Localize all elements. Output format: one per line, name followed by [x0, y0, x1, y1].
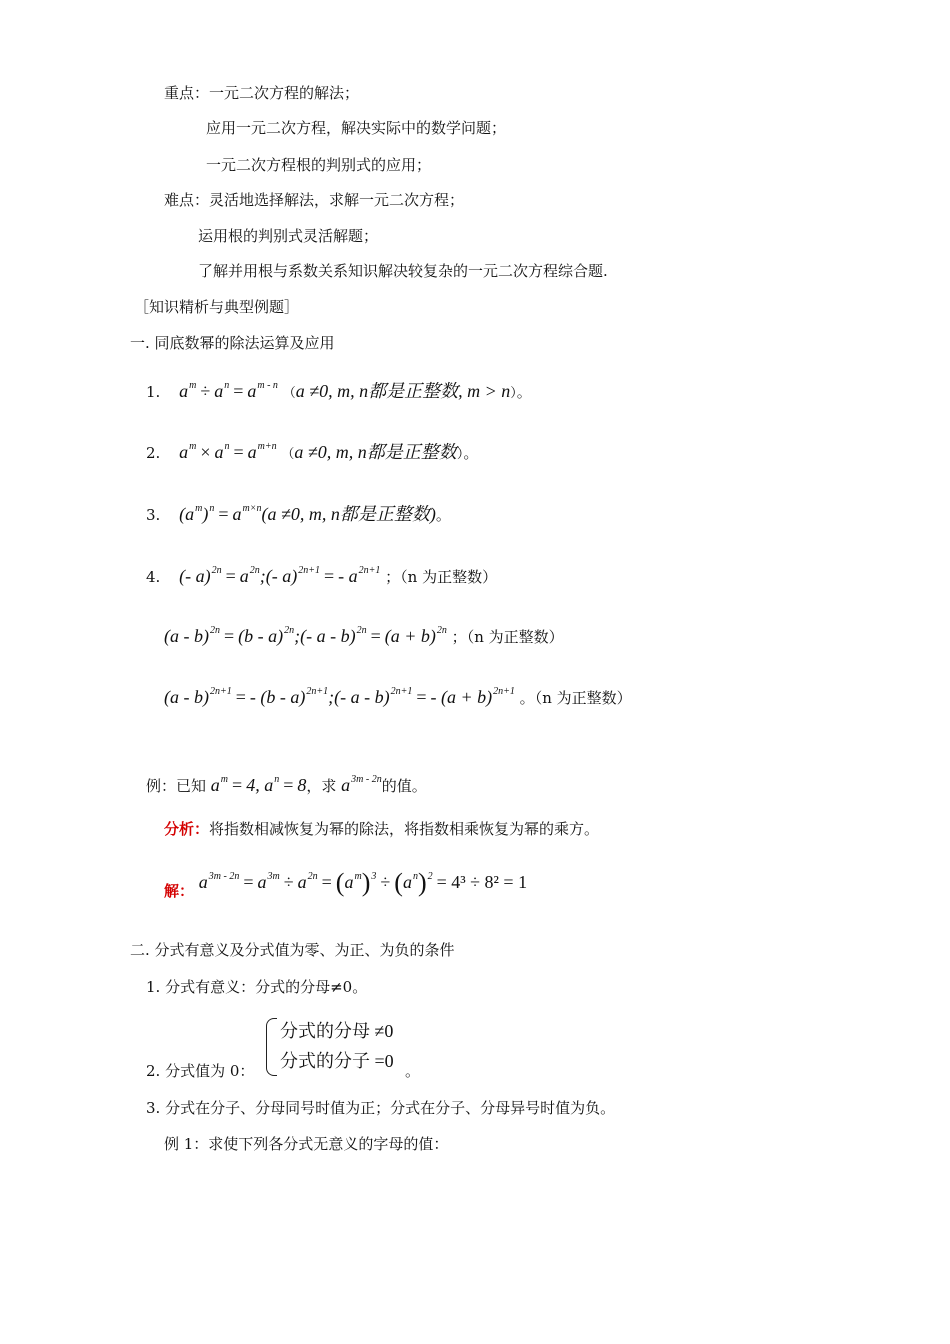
formula-2-num: 2.	[146, 444, 161, 462]
analysis-text: 将指数相减恢复为幂的除法，将指数相乘恢复为幂的乘方。	[209, 820, 600, 838]
formula-4c: (a - b)$^{2n+1}$ = - (b - a)$^{2n+1}$;(- a - b)$^{2n+1}$ = - $(a + b)^{2n+1}$ 。（n 为正整数）	[164, 686, 632, 707]
condition-2: 分式的分子 =0	[280, 1051, 394, 1071]
formula-3: 3. $(a^m)^n = a^{m\times n}(a \ne 0$, m, n都是正整数)。	[146, 503, 451, 524]
formula-4c-note: （n 为正整数）	[534, 689, 632, 707]
solution-line: 解： $a^{3m - 2n} = a^{3m} \div a^{2n} = (a^m)^3 \div (a^n)^2 = 4^3 \div 8^2 = 1$	[164, 868, 528, 900]
formula-2: 2. $a^m \times a^n = a^{m+n}$ （a ≠0, m, n都是正整数）。	[146, 441, 479, 462]
solution-result: = 4³ ÷ 8² = 1	[436, 872, 528, 892]
difficulty-item-2: 运用根的判别式灵活解题；	[198, 227, 379, 245]
difficulty-label: 难点：	[164, 191, 210, 209]
section2-example1: 例 1：求使下列各分式无意义的字母的值：	[164, 1135, 449, 1153]
formula-4-num: 4.	[146, 568, 161, 586]
example-prefix: 例：已知	[146, 777, 207, 795]
solution-label: 解：	[164, 882, 195, 900]
formula-3-num: 3.	[146, 506, 161, 524]
analysis-line	[164, 822, 599, 837]
section2-title: 二. 分式有意义及分式值为零、为正、为负的条件	[130, 941, 455, 959]
condition-1: 分式的分母 ≠0	[280, 1021, 394, 1041]
focus-line-1	[164, 86, 359, 101]
section-header: ［知识精析与典型例题］	[134, 298, 300, 316]
formula-1-cond: a ≠0, m, n都是正整数, m > n	[295, 381, 511, 401]
period: 。	[405, 1062, 421, 1080]
section1-title: 一. 同底数幂的除法运算及应用	[130, 334, 335, 352]
analysis-label: 分析：	[164, 820, 210, 838]
section2-item2: 2. 分式值为 0：	[146, 1062, 255, 1080]
focus-item-2: 应用一元二次方程，解决实际中的数学问题；	[206, 119, 507, 137]
difficulty-line-1	[164, 193, 464, 208]
section2-item1: 1. 分式有意义：分式的分母≠0。	[146, 978, 368, 996]
formula-4b-note: （n 为正整数）	[466, 628, 564, 646]
focus-label: 重点：	[164, 84, 210, 102]
formula-2-cond: a ≠0, m, n都是正整数	[294, 442, 457, 462]
formula-4b: (a - b)$^{2n}$ = (b - a)$^{2n}$;(- $a - b)^{2n} = (a + b)^{2n}$ ；（n 为正整数）	[164, 625, 564, 646]
example-line: 例：已知 $a^m = 4$, $a^n = 8$，求 $a^{3m - 2n}$的值。	[146, 774, 427, 795]
condition-brace	[266, 1018, 277, 1076]
formula-4-note: （n 为正整数）	[400, 568, 498, 586]
difficulty-item-1: 灵活地选择解法，求解一元二次方程；	[209, 191, 465, 209]
formula-1-num: 1.	[146, 383, 161, 401]
example-ask: ，求	[306, 777, 337, 795]
section2-item3: 3. 分式在分子、分母同号时值为正；分式在分子、分母异号时值为负。	[146, 1099, 616, 1117]
focus-item-1: 一元二次方程的解法；	[209, 84, 360, 102]
formula-4: 4. (- $a)^{2n} = a^{2n};(-$ a)$^{2n+1}$ = - $a^{2n+1}$ ；（n 为正整数）	[146, 565, 498, 586]
example-tail: 的值。	[381, 777, 427, 795]
formula-1: 1. $a^m \div a^n = a^{m - n}$ （a ≠0, m, n都是正整数, m > n）。	[146, 380, 532, 401]
formula-3-cond: a ≠0, m, n都是正整数	[267, 504, 430, 524]
focus-item-3: 一元二次方程根的判别式的应用；	[206, 156, 432, 174]
difficulty-item-3: 了解并用根与系数关系知识解决较复杂的一元二次方程综合题.	[198, 262, 608, 280]
